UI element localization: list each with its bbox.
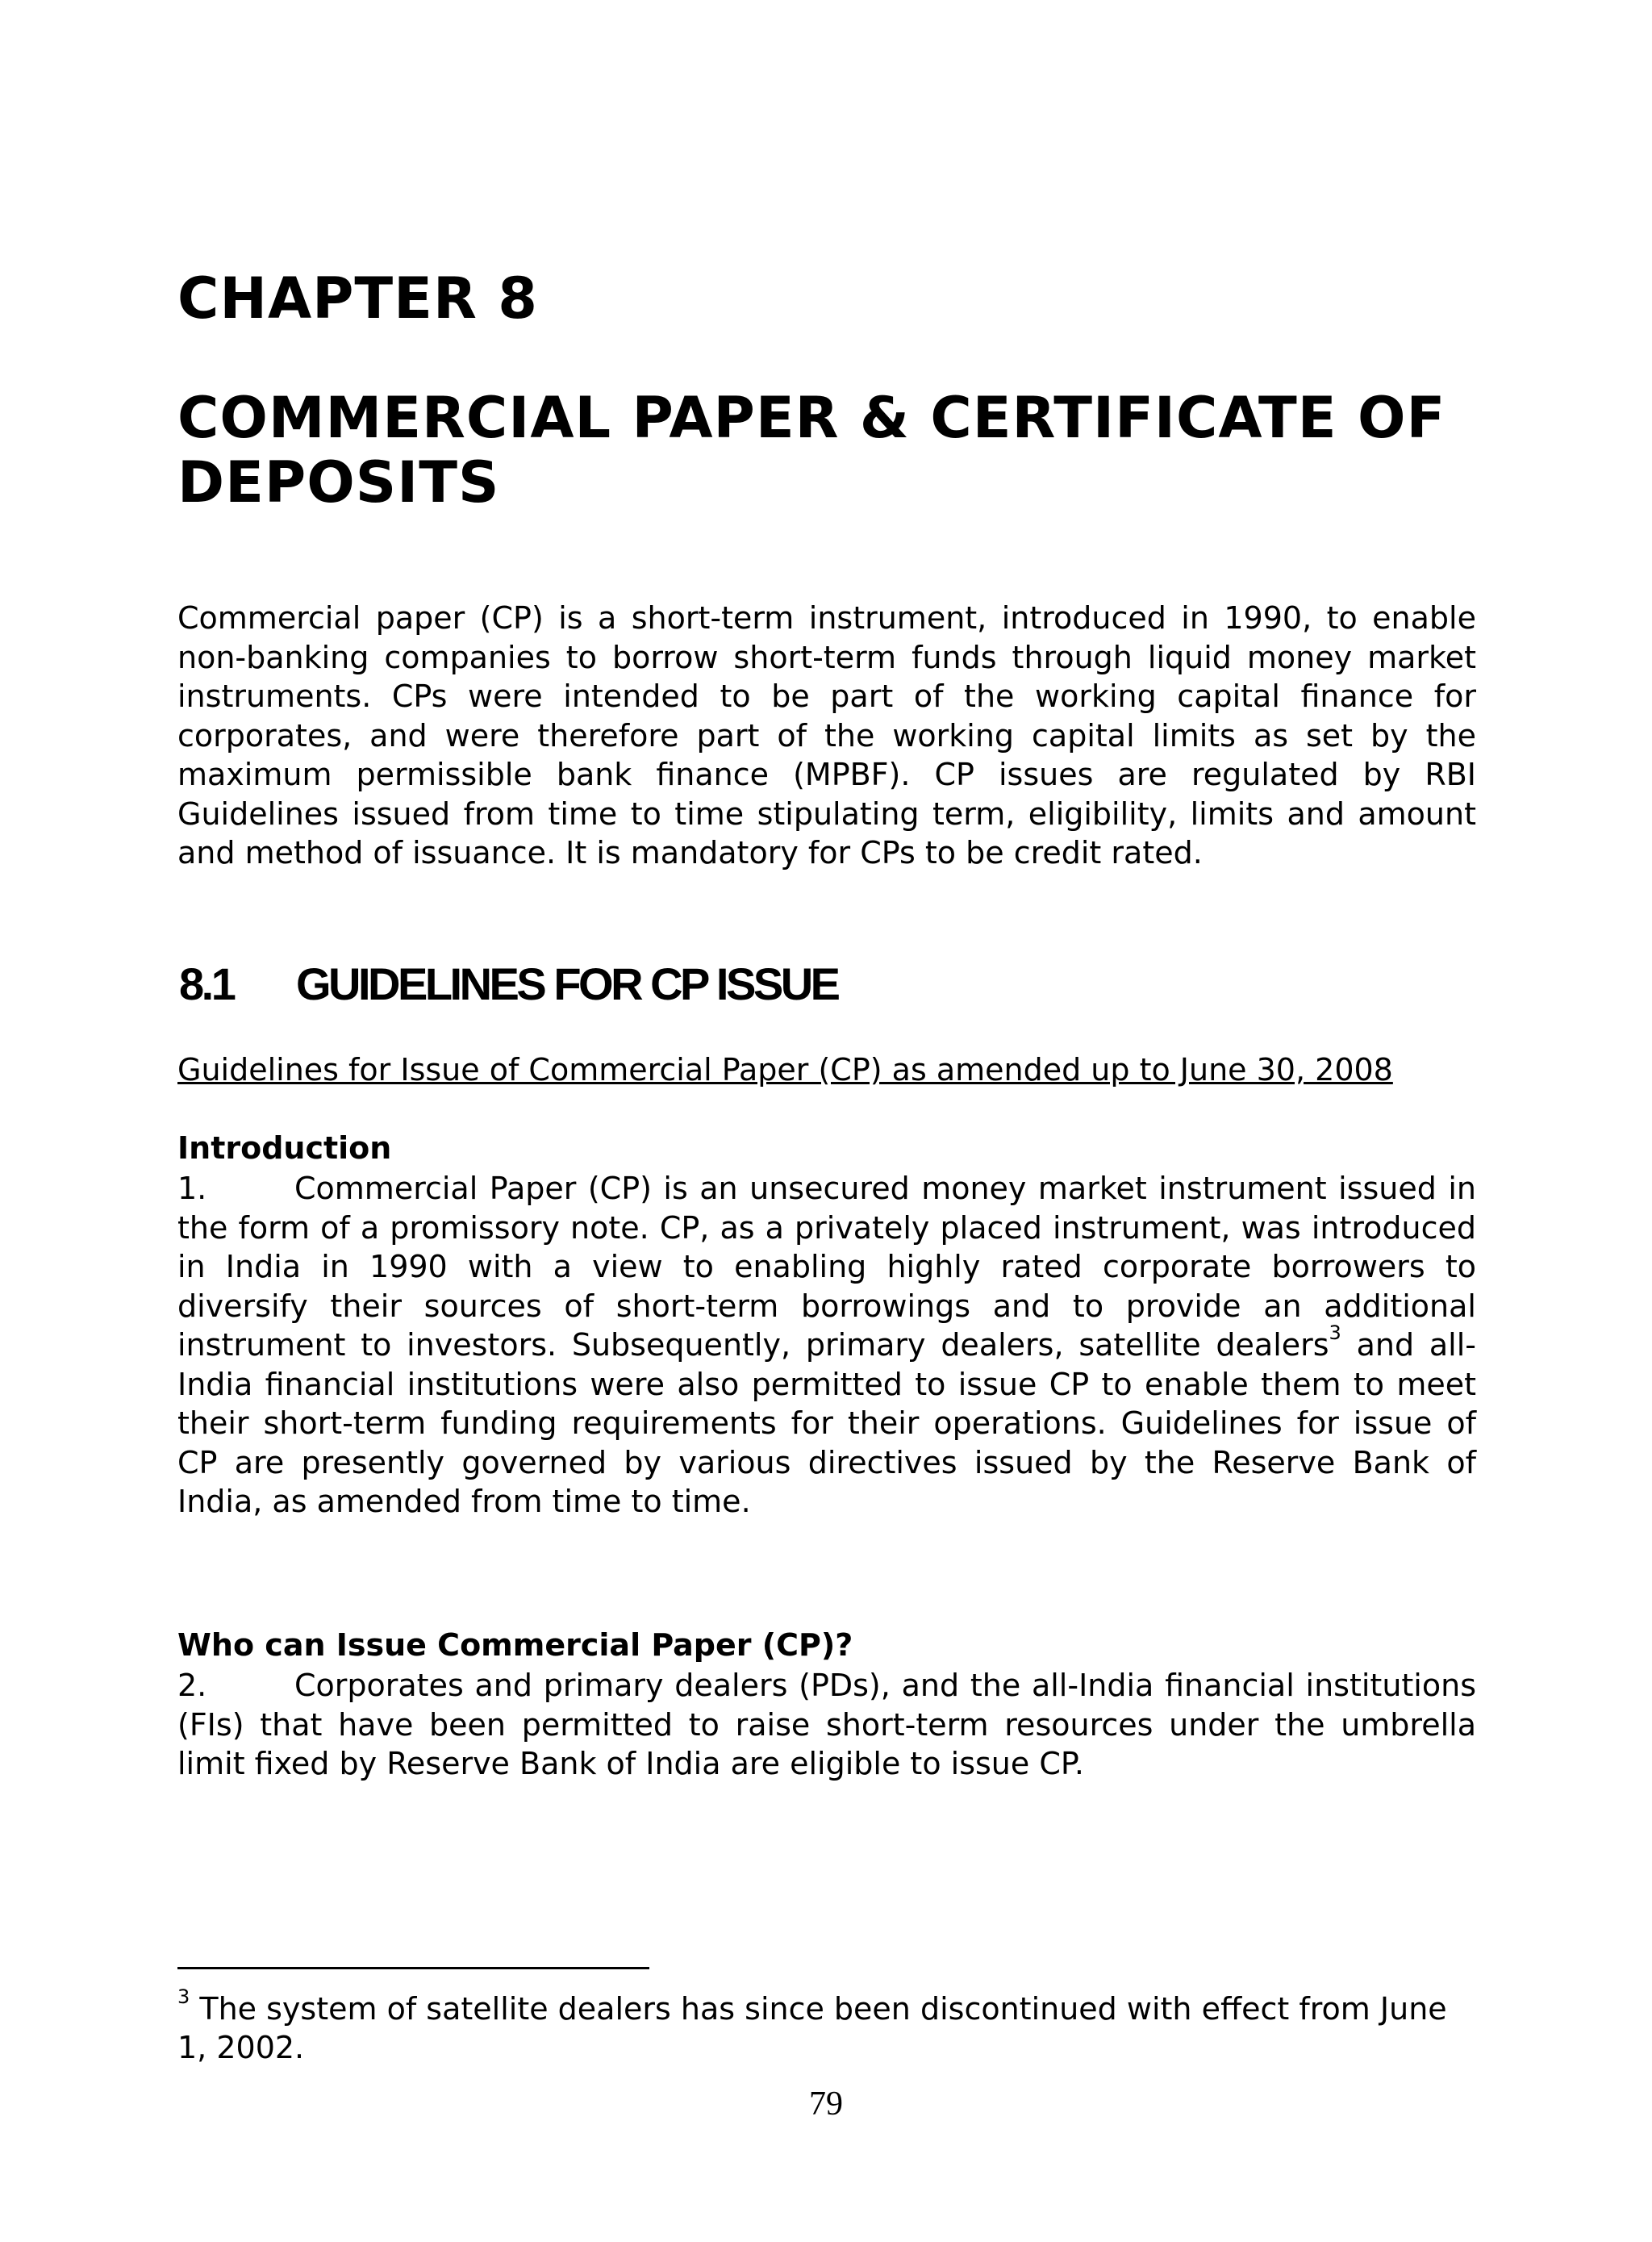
footnote (177, 1985, 1476, 2067)
section-title: GUIDELINES FOR CP ISSUE (296, 958, 838, 1009)
footnote-reference: 3 (1329, 1321, 1341, 1344)
introduction-text-2: and all-India financial institutions were also permitted to issue CP to enable them to meet their short-term funding requirements for their operations. Guidelines for issue of CP are presently governed by various directives issued by the Reserve Bank of India, as amended from time to time. (177, 1327, 1476, 1519)
section-number: 8.1 (179, 958, 234, 1009)
guidelines-title: Guidelines for Issue of Commercial Paper (CP) as amended up to June 30, 2008 (177, 1052, 1393, 1088)
footnote-text: The system of satellite dealers has since been discontinued with effect from June 1, 2002. (177, 1991, 1447, 2065)
footnote-marker: 3 (177, 1985, 190, 2008)
chapter-title: COMMERCIAL PAPER & CERTIFICATE OF DEPOSITS (177, 385, 1446, 516)
who-can-issue-heading: Who can Issue Commercial Paper (CP)? (177, 1627, 853, 1663)
footnote-divider (177, 1967, 649, 1969)
intro-paragraph: Commercial paper (CP) is a short-term instrument, introduced in 1990, to enable non-banking companies to borrow short-term funds through liquid money market instruments. CPs were intended to be part of the working capital finance for corporates, and were therefore part of the working capital limits as set by the maximum permissible bank finance (MPBF). CP issues are regulated by RBI Guidelines issued from time to time stipulating term, eligibility, limits and amount and method of issuance. It is mandatory for CPs to be credit rated. (177, 600, 1476, 870)
introduction-heading: Introduction (177, 1130, 392, 1166)
chapter-heading: CHAPTER 8 (177, 265, 538, 332)
introduction-paragraph (177, 1169, 1476, 1522)
who-can-issue-text: Corporates and primary dealers (PDs), and the all-India financial institutions (FIs) that have been permitted to raise short-term resources under the umbrella limit fixed by Reserve Bank of India are eligible to issue CP. (177, 1668, 1476, 1781)
introduction-number: 1. (177, 1171, 207, 1206)
page-number: 79 (809, 2085, 843, 2123)
introduction-text-1: Commercial Paper (CP) is an unsecured money market instrument issued in the form of a promissory note. CP, as a privately placed instrument, was introduced in India in 1990 with a view to enabling highly rated corporate borrowers to diversify their sources of short-term borrowings and to provide an additional instrument to investors. Subsequently, primary dealers, satellite dealers (177, 1171, 1476, 1363)
who-can-issue-paragraph (177, 1666, 1476, 1784)
who-can-issue-number: 2. (177, 1668, 207, 1703)
section-heading (179, 956, 837, 1012)
